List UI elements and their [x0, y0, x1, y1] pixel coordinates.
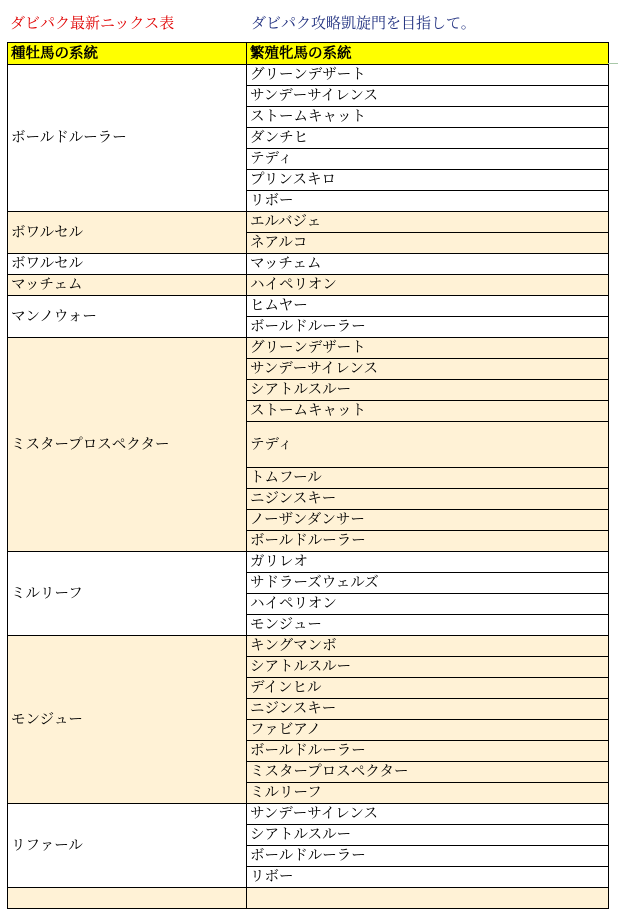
- table-row: [8, 552, 609, 573]
- sire-cell[interactable]: モンジュー: [8, 636, 247, 804]
- dam-cell[interactable]: ストームキャット: [247, 401, 609, 422]
- dam-cell[interactable]: シアトルスルー: [247, 380, 609, 401]
- dam-cell[interactable]: ファビアノ: [247, 720, 609, 741]
- table-header-row: [8, 43, 609, 65]
- dam-cell[interactable]: グリーンデザート: [247, 338, 609, 359]
- sire-cell[interactable]: リファール: [8, 804, 247, 888]
- dam-cell[interactable]: エルバジェ: [247, 212, 609, 233]
- dam-cell[interactable]: グリーンデザート: [247, 65, 609, 86]
- sheet-title: ダビパク最新ニックス表: [10, 14, 175, 32]
- sheet-subtitle: ダビパク攻略凱旋門を目指して。: [251, 14, 476, 32]
- dam-cell[interactable]: ボールドルーラー: [247, 741, 609, 762]
- dam-cell[interactable]: ネアルコ: [247, 233, 609, 254]
- table-row: [8, 804, 609, 825]
- dam-cell[interactable]: リボー: [247, 867, 609, 888]
- dam-cell[interactable]: テディ: [247, 422, 609, 468]
- dam-cell[interactable]: シアトルスルー: [247, 825, 609, 846]
- sire-cell[interactable]: ミルリーフ: [8, 552, 247, 636]
- sire-cell[interactable]: ボワルセル: [8, 254, 247, 275]
- dam-cell[interactable]: ハイペリオン: [247, 275, 609, 296]
- dam-cell[interactable]: ヒムヤー: [247, 296, 609, 317]
- dam-cell[interactable]: デインヒル: [247, 678, 609, 699]
- sire-cell[interactable]: ミスタープロスペクター: [8, 338, 247, 552]
- dam-cell[interactable]: テディ: [247, 149, 609, 170]
- dam-cell[interactable]: リボー: [247, 191, 609, 212]
- dam-cell[interactable]: キングマンボ: [247, 636, 609, 657]
- dam-cell[interactable]: ノーザンダンサー: [247, 510, 609, 531]
- dam-cell[interactable]: ダンチヒ: [247, 128, 609, 149]
- sire-cell[interactable]: ボワルセル: [8, 212, 247, 254]
- nicks-table: [7, 42, 609, 909]
- dam-cell[interactable]: ハイペリオン: [247, 594, 609, 615]
- sheet-gridline: [608, 63, 618, 64]
- table-row: [8, 65, 609, 86]
- table-row: [8, 338, 609, 359]
- sire-cell[interactable]: マンノウォー: [8, 296, 247, 338]
- dam-cell[interactable]: ニジンスキー: [247, 489, 609, 510]
- dam-cell[interactable]: モンジュー: [247, 615, 609, 636]
- dam-cell[interactable]: ボールドルーラー: [247, 317, 609, 338]
- table-row: [8, 254, 609, 275]
- table-row: [8, 212, 609, 233]
- table-row: [8, 888, 609, 909]
- dam-cell[interactable]: サンデーサイレンス: [247, 359, 609, 380]
- dam-cell[interactable]: ボールドルーラー: [247, 531, 609, 552]
- dam-cell[interactable]: [247, 888, 609, 909]
- col-header-dam[interactable]: 繁殖牝馬の系統: [247, 43, 609, 65]
- dam-cell[interactable]: トムフール: [247, 468, 609, 489]
- dam-cell[interactable]: ボールドルーラー: [247, 846, 609, 867]
- dam-cell[interactable]: サドラーズウェルズ: [247, 573, 609, 594]
- dam-cell[interactable]: ミスタープロスペクター: [247, 762, 609, 783]
- dam-cell[interactable]: ミルリーフ: [247, 783, 609, 804]
- sire-cell[interactable]: ボールドルーラー: [8, 65, 247, 212]
- table-row: [8, 275, 609, 296]
- table-row: [8, 296, 609, 317]
- table-row: [8, 636, 609, 657]
- dam-cell[interactable]: プリンスキロ: [247, 170, 609, 191]
- dam-cell[interactable]: ガリレオ: [247, 552, 609, 573]
- dam-cell[interactable]: ニジンスキー: [247, 699, 609, 720]
- dam-cell[interactable]: シアトルスルー: [247, 657, 609, 678]
- sire-cell[interactable]: マッチェム: [8, 275, 247, 296]
- dam-cell[interactable]: ストームキャット: [247, 107, 609, 128]
- dam-cell[interactable]: サンデーサイレンス: [247, 86, 609, 107]
- dam-cell[interactable]: マッチェム: [247, 254, 609, 275]
- col-header-sire[interactable]: 種牡馬の系統: [8, 43, 247, 65]
- dam-cell[interactable]: サンデーサイレンス: [247, 804, 609, 825]
- sheet-header: [0, 0, 618, 42]
- sire-cell[interactable]: [8, 888, 247, 909]
